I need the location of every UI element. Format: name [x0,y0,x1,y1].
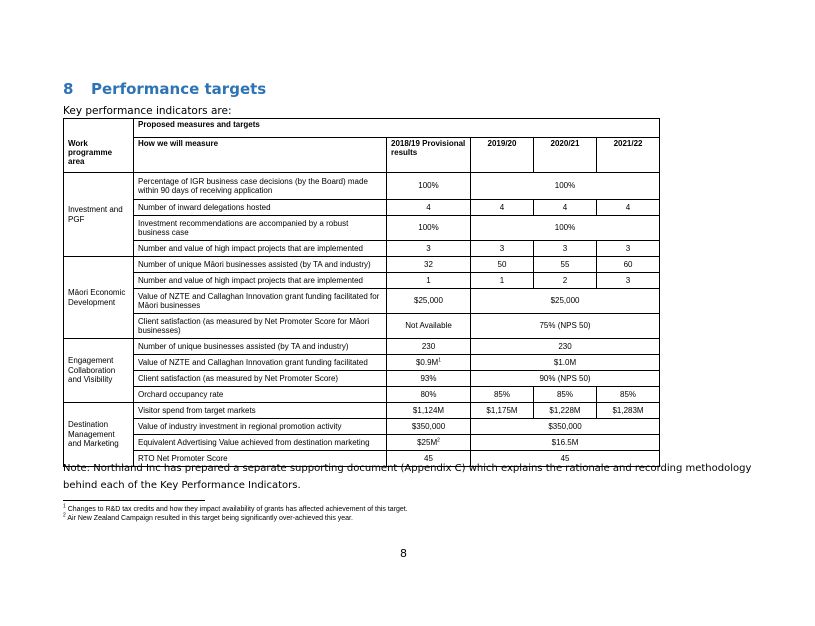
value-cell: 32 [387,257,471,273]
value-cell: $1,228M [534,403,597,419]
value-cell: 1 [387,273,471,289]
table-row [64,289,660,314]
value-cell: 230 [471,339,660,355]
value-cell: 230 [387,339,471,355]
section-title: Performance targets [91,80,267,98]
value-cell: 45 [387,451,471,467]
value-cell: $350,000 [387,419,471,435]
col-header-measure: How we will measure [134,138,387,173]
table-row [64,273,660,289]
value-cell: 75% (NPS 50) [471,314,660,339]
table-row [64,173,660,200]
table-row [64,419,660,435]
value-cell: 3 [471,241,534,257]
table-row [64,387,660,403]
col-header-area: Work programme area [64,138,134,173]
value-cell: $25,000 [471,289,660,314]
area-investment: Investment and PGF [64,173,134,257]
value-cell: 100% [387,173,471,200]
value-text: $0.9M [415,357,439,367]
value-cell: 80% [387,387,471,403]
table-row [64,355,660,371]
area-destination: Destination Management and Marketing [64,403,134,467]
table-row [64,216,660,241]
footnote-ref: 2 [437,437,440,444]
measure-cell: Orchard occupancy rate [134,387,387,403]
table-row [64,200,660,216]
header-blank [64,119,134,138]
value-cell: 100% [387,216,471,241]
page-number: 8 [400,547,407,560]
value-cell [387,355,471,371]
footnote-2 [63,512,353,522]
value-cell: $1,283M [597,403,660,419]
value-cell: $1,124M [387,403,471,419]
value-cell: 85% [471,387,534,403]
measure-cell: Number of inward delegations hosted [134,200,387,216]
value-cell: 60 [597,257,660,273]
table-row [64,403,660,419]
value-cell: 100% [471,216,660,241]
measure-cell: Number and value of high impact projects that are implemented [134,241,387,257]
footnote-1 [63,503,408,513]
measure-cell: Value of NZTE and Callaghan Innovation grant funding facilitated for Māori businesses [134,289,387,314]
value-cell: 4 [387,200,471,216]
measure-cell: Number of unique Māori businesses assisted (by TA and industry) [134,257,387,273]
measure-cell: Number and value of high impact projects that are implemented [134,273,387,289]
footnote-mark: 2 [63,512,66,519]
table-row [64,314,660,339]
value-cell: $350,000 [471,419,660,435]
value-cell: 90% (NPS 50) [471,371,660,387]
footnote-text: Changes to R&D tax credits and how they impact availability of grants has affected achievement of this target. [67,506,408,513]
value-cell: 4 [597,200,660,216]
area-maori: Māori Economic Development [64,257,134,339]
value-cell [387,435,471,451]
col-header-2018: 2018/19 Provisional results [387,138,471,173]
table-row [64,257,660,273]
value-cell: 55 [534,257,597,273]
value-cell: 1 [471,273,534,289]
value-cell: 2 [534,273,597,289]
measure-cell: Value of NZTE and Callaghan Innovation grant funding facilitated [134,355,387,371]
area-engagement: Engagement Collaboration and Visibility [64,339,134,403]
value-cell: 50 [471,257,534,273]
value-cell: $1.0M [471,355,660,371]
table-row [64,435,660,451]
measure-cell: Number of unique businesses assisted (by TA and industry) [134,339,387,355]
group-header: Proposed measures and targets [134,119,660,138]
measure-cell: Client satisfaction (as measured by Net Promoter Score) [134,371,387,387]
measure-cell: Client satisfaction (as measured by Net Promoter Score for Māori businesses) [134,314,387,339]
measure-cell: RTO Net Promoter Score [134,451,387,467]
section-heading [63,80,266,98]
kpi-table [63,118,660,467]
footnote-mark: 1 [63,503,66,510]
footnote-ref: 1 [438,357,441,364]
measure-cell: Percentage of IGR business case decisions (by the Board) made within 90 days of receiving application [134,173,387,200]
col-header-2020: 2020/21 [534,138,597,173]
value-cell: 3 [534,241,597,257]
value-cell: 4 [534,200,597,216]
footnote-divider [63,500,205,501]
value-cell: 85% [534,387,597,403]
value-text: $25M [417,437,438,447]
value-cell: $25,000 [387,289,471,314]
measure-cell: Visitor spend from target markets [134,403,387,419]
measure-cell: Investment recommendations are accompanied by a robust business case [134,216,387,241]
value-cell: 4 [471,200,534,216]
value-cell: $1,175M [471,403,534,419]
value-cell: 45 [471,451,660,467]
footnote-text: Air New Zealand Campaign resulted in this target being significantly over-achieved this year. [67,515,353,522]
value-cell: 3 [597,241,660,257]
value-cell: Not Available [387,314,471,339]
table-row [64,339,660,355]
value-cell: $16.5M [471,435,660,451]
value-cell: 100% [471,173,660,200]
intro-text: Key performance indicators are: [63,105,232,117]
measure-cell: Value of industry investment in regional promotion activity [134,419,387,435]
note-text: Note: Northland Inc has prepared a separate supporting document (Appendix C) which explains the rationale and recording methodology behind each of the Key Performance Indicators. [63,463,752,491]
value-cell: 85% [597,387,660,403]
value-cell: 93% [387,371,471,387]
value-cell: 3 [387,241,471,257]
col-header-2019: 2019/20 [471,138,534,173]
col-header-2021: 2021/22 [597,138,660,173]
value-cell: 3 [597,273,660,289]
table-row [64,241,660,257]
measure-cell: Equivalent Advertising Value achieved from destination marketing [134,435,387,451]
table-row [64,371,660,387]
section-number: 8 [63,80,74,98]
